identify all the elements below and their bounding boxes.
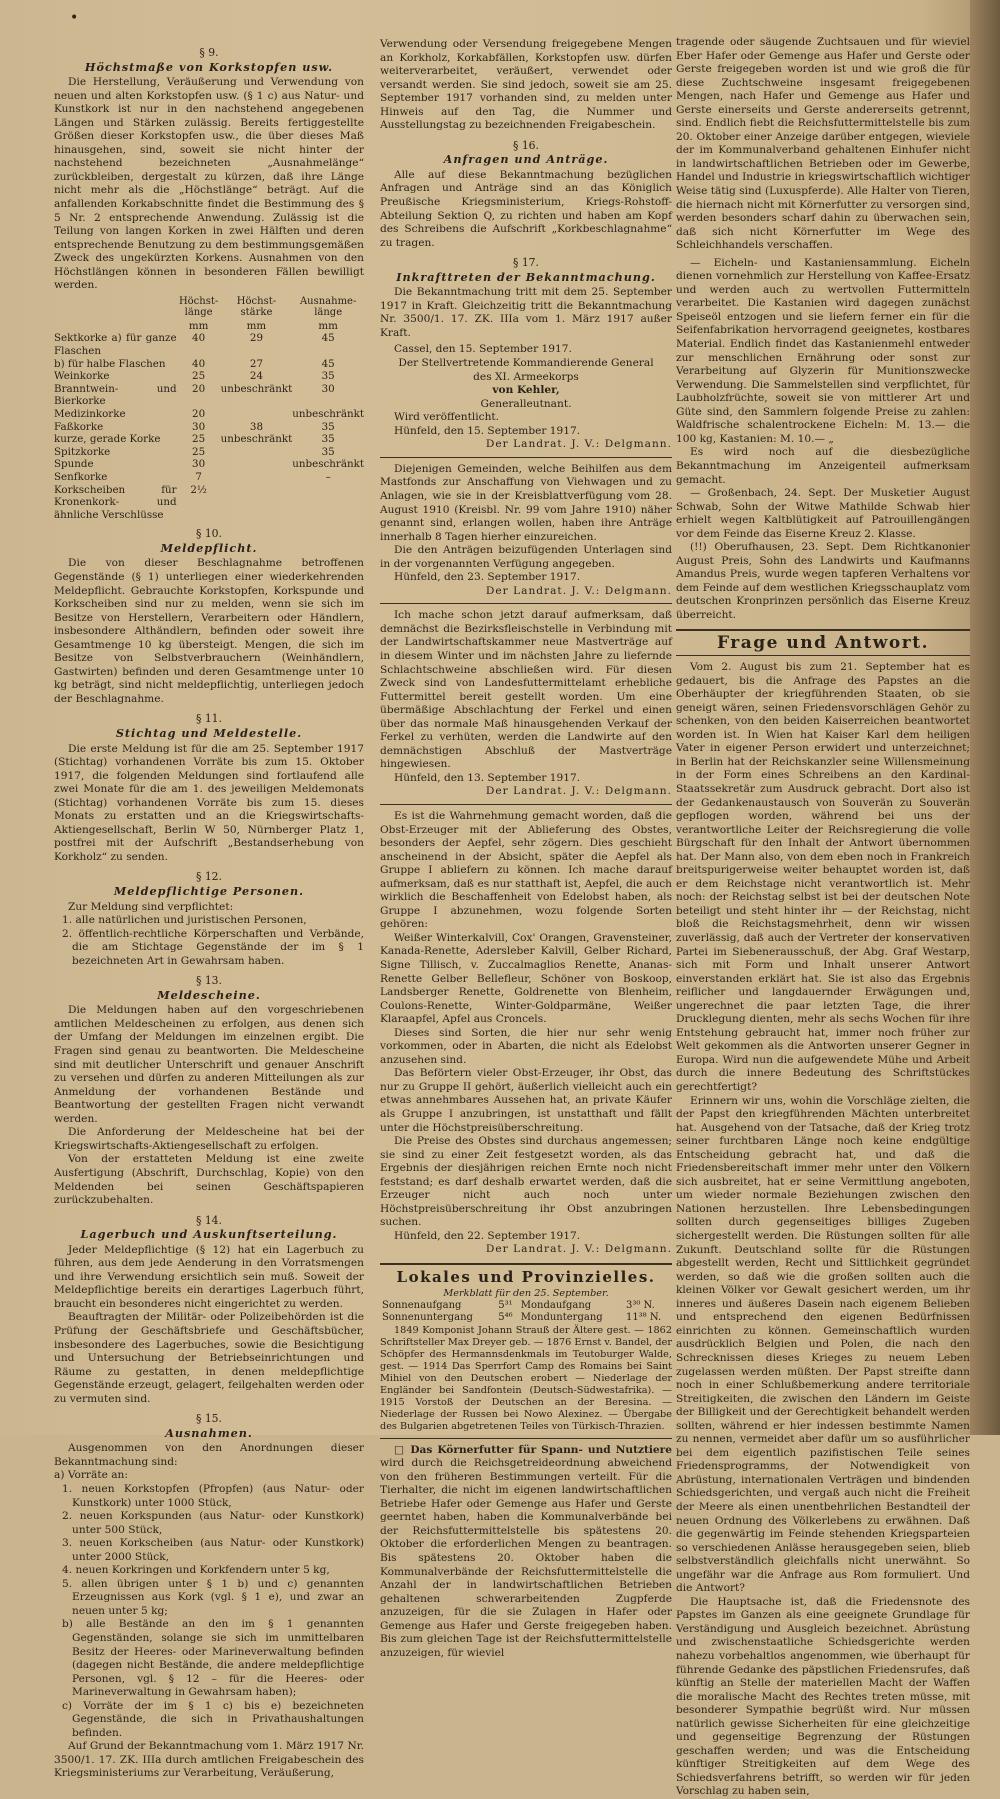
almanac-cell: 3³⁰ N. — [625, 1299, 655, 1311]
table-cell: 30 — [321, 382, 335, 395]
paragraph: Die Herstellung, Veräußerung und Verwendung von neuen und alten Korkstopfen usw. (§ 1 c) aus Natur- und Kunstkork ist nur in den nachstehend angegebenen Längen und Stärken zulässig. Bereits fertiggestellte Größen dieser Korkstopfen usw., die über dieses Maß hinausgehen, sind, soweit sie nicht hinter der nachstehend bezeichneten „Ausnahmelänge“ zurückbleiben, dergestalt zu kürzen, daß ihre Länge nicht mehr als die „Höchstlänge“ beträgt. Auf die anfallenden Korkabschnitte findet die Bestimmung des § 5 Nr. 2 entsprechende Anwendung. Zulässig ist die Teilung von langen Korken in zwei Hälften und deren entsprechende Benutzung zu dem bestimmungsgemäßen Zweck des ungekürzten Korkens. Ausnahmen von den Höchstlängen können in besonderen Fällen bewilligt werden. — [54, 76, 364, 292]
almanac-cell: 5⁴⁶ — [498, 1312, 513, 1324]
almanac-cell: Mondaufgang — [520, 1299, 592, 1311]
table-header: Höchst-stärke — [236, 295, 277, 319]
paragraph: Dieses sind Sorten, die hier nur sehr wenig vorkommen, oder in Abarten, die nicht als Edelobst anzusehen sind. — [380, 1026, 672, 1066]
place-date: Hünfeld, den 22. September 1917. — [394, 1229, 581, 1242]
table-cell: 20 — [192, 408, 206, 420]
table-cell — [221, 484, 293, 522]
table-row — [54, 408, 364, 421]
table-cell: Weinkorke — [54, 370, 110, 383]
paragraph: Die Bekanntmachung tritt mit dem 25. September 1917 in Kraft. Gleichzeitig tritt die Bekanntmachung Nr. 3500/1. 17. ZK. IIIa vom 1. März 1917 außer Kraft. — [380, 286, 672, 339]
table-row — [54, 370, 364, 383]
paragraph-body: wird durch die Reichsgetreideordnung abweichend von den früheren Bestimmungen verteilt. Für die Tierhalter, die nicht im eigenen landwirtschaftlichen Betriebe Hafer oder Gemenge aus Hafer und Gerste geerntet haben, haben die Kommunalverbände bei der Reichsfuttermittelstelle bis spätestens 20. Oktober die erforderlichen Mengen zu beantragen. Bis spätestens 20. Oktober haben die Kommunalverbände der Reichsfuttermittelstelle die Anzahl der in landwirtschaftlichen Betrieben gehaltenen schwerarbeitenden Zugpferde anzuzeigen, für die sie Zulagen in Hafer oder Gemenge aus Hafer und Gerste freigegeben haben. Bis zum gleichen Tage ist der Reichsfuttermittelstelle anzuzeigen, für wieviel — [380, 1457, 672, 1659]
list-item: 2. neuen Korkspunden (aus Natur- oder Kunstkork) unter 500 Stück, — [62, 1510, 364, 1536]
paragraph: — Großenbach, 24. Sept. Der Musketier August Schwab, Sohn der Witwe Mathilde Schwab hier erhielt wegen Kaltblütigkeit auf Patrouillengängen vor dem Feinde das Eiserne Kreuz 2. Klasse. — [676, 487, 970, 540]
table-cell: 25 — [192, 445, 206, 458]
table-cell: unbeschränkt — [292, 408, 364, 420]
table-cell: unbeschränkt — [220, 433, 293, 446]
table-cell: 35 — [321, 433, 335, 446]
divider — [380, 1263, 672, 1265]
paragraph: Verwendung oder Versendung freigegebene Mengen an Korkholz, Korkabfällen, Korkstopfen usw. dürfen weiterverarbeitet, veräußert, verwendet oder versandt werden. Sie sind jedoch, soweit sie am 25. September 1917 vorhanden sind, zu melden unter Hinweis auf den Tag, die Nummer und Ausstellungstag zu bezeichnenden Freigabeschein. — [380, 38, 672, 132]
signature: Der Landrat. J. V.: Delgmann. — [485, 584, 672, 597]
history-notes: 1849 Komponist Johann Strauß der Ältere gest. — 1862 Schriftsteller Max Dreyer geb. — 1876 Ernst v. Bandel, der Schöpfer des Hermannsdenkmals im Teutoburger Walde, gest. — 1914 Das Sperrfort Camp des Romains bei Saint Mihiel von den Deutschen erobert — Niederlage der Engländer bei Sandfontein (Deutsch-Südwestafrika). — 1915 Vorstoß der Deutschen an der Beresina. — Niederlage der Russen bei Nowo Alexinez. — Übergabe des Bulgarien abgetretenen Teiles von Türkisch-Thrazien. — [380, 1324, 672, 1432]
table-cell: 40 — [192, 332, 206, 345]
section-number: § 10. — [195, 527, 222, 541]
table-cell: Senfkorke — [54, 470, 108, 483]
table-cell: 27 — [249, 357, 263, 370]
paragraph: Wird veröffentlicht. — [394, 411, 500, 424]
place-date: Hünfeld, den 15. September 1917. — [394, 424, 581, 437]
paragraph-lead: □ Das Körnerfutter für Spann- und Nutztiere — [394, 1443, 672, 1456]
section-number: § 12. — [195, 870, 222, 884]
paragraph: Ausgenommen von den Anordnungen dieser Bekanntmachung sind: — [54, 1442, 364, 1468]
almanac-cell: 5³¹ — [498, 1299, 513, 1311]
divider — [676, 655, 970, 656]
column-2 — [380, 38, 672, 1660]
signature: Der Landrat. J. V.: Delgmann. — [485, 785, 672, 798]
paragraph: Alle auf diese Bekanntmachung bezüglichen Anfragen und Anträge sind an das Königlich Preußische Kriegsministerium, Kriegs-Rohstoff-Abteilung Sektion Q, zu richten und haben am Kopf des Schreibens die Aufschrift „Korkbeschlagnahme“ zu tragen. — [380, 168, 672, 249]
table-row — [54, 471, 364, 484]
table-row — [54, 421, 364, 434]
table-cell: 40 — [192, 357, 206, 370]
section-title: Lokales und Provinzielles. — [396, 1268, 656, 1287]
cork-size-table — [54, 295, 364, 522]
paragraph: Vom 2. August bis zum 21. September hat es gedauert, bis die Anfrage des Papstes an die Oberhäupter der kriegführenden Staaten, ob sie geneigt wären, seinen Friedensvorschlägen Gehör zu schenken, von den beiden Kaiserreichen beantwortet worden ist. In Wien hat Kaiser Karl dem heiligen Vater in eigener Person erwidert und unterzeichnet; in Berlin hat der Reichskanzler seine Willensmeinung in der Form eines Schreibens an den Kardinal-Staatssekretär zum Ausdruck gebracht. Dort also ist der Gedankenaustausch von Souverän zu Souverän gepflogen worden, während bei uns der verantwortliche Leiter der Reichsregierung die volle Bürgschaft für den Inhalt der Antwort übernommen hat. Der Mann also, von dem eben noch in Frankreich breitspurigerweise weiter behauptet worden ist, daß er dem Reichstage nicht verantwortlich ist. Mehr noch: der Reichstag selbst ist bei der deutschen Note beteiligt und steht hinter ihr — der Reichstag, nicht bloß die Reichstagsmehrheit, denn wir wissen zuverlässig, daß auch der Vertreter der konservativen Partei im Siebenerausschuß, der Abg. Graf Westarp, sich mit Form und Inhalt unserer Antwort einverstanden erklärt hat. Sie ist also das Ergebnis reiflicher und langdauernder Erwägungen und, ungerechnet die paar letzten Tage, die ihrer Drucklegung dienten, mehr als sechs Wochen für ihre Entstehung gebraucht hat, immer noch früher zur Welt gekommen als die Antworten unserer Gegner in Europa. Wird nun die aufgewendete Mühe und Arbeit durch die innere Bedeutung des Schriftstückes gerechtfertigt? — [676, 661, 970, 1094]
list-item: a) Vorräte an: — [54, 1469, 128, 1482]
table-cell — [221, 471, 293, 484]
table-cell: 25 — [192, 433, 206, 446]
paragraph: Die Anforderung der Meldescheine hat bei der Kriegswirtschafts-Aktiengesellschaft zu erfolgen. — [54, 1126, 364, 1152]
section-title: Frage und Antwort. — [717, 632, 929, 653]
almanac-cell: Sonnenuntergang — [382, 1312, 473, 1324]
section-heading: Meldescheine. — [157, 987, 261, 1002]
table-cell: 29 — [249, 332, 263, 345]
paragraph: Von der erstatteten Meldung ist eine zweite Ausfertigung (Abschrift, Durchschlag, Kopie) von den Meldenden bei seinen Geschäftspapieren zurückzubehalten. — [54, 1153, 364, 1207]
place-date: Hünfeld, den 23. September 1917. — [394, 571, 581, 584]
table-header: Höchst-länge — [178, 295, 219, 319]
table-cell: 30 — [192, 458, 206, 471]
table-cell — [221, 458, 293, 471]
divider — [380, 457, 672, 458]
signature: Der Landrat. J. V.: Delgmann. — [485, 438, 672, 451]
table-cell — [221, 408, 293, 421]
section-number: § 13. — [195, 974, 222, 988]
section-number: § 14. — [195, 1213, 222, 1227]
table-row — [54, 484, 364, 522]
section-number: § 15. — [195, 1412, 222, 1426]
list-item: 2. öffentlich-rechtliche Körperschaften und Verbände, die am Stichtage Gegenstände der im § 1 bezeichneten Art in Gewahrsam haben. — [62, 927, 364, 967]
table-unit: mm — [318, 319, 338, 332]
divider — [380, 603, 672, 604]
table-cell: 38 — [249, 420, 263, 433]
paragraph: Die den Anträgen beizufügenden Unterlagen sind in der vorgenannten Verfügung angegeben. — [380, 544, 672, 570]
table-header: Ausnahme-länge — [299, 295, 357, 319]
paragraph: Jeder Meldepflichtige (§ 12) hat ein Lagerbuch zu führen, aus dem jede Aenderung in den Vorratsmengen und ihre Verwendung ersichtlich sein muß. Soweit der Meldepflichtige bereits ein derartiges Lagerbuch führt, braucht ein besonderes nicht eingerichtet zu werden. — [54, 1243, 364, 1310]
section-number: § 9. — [199, 46, 219, 59]
table-cell: Korkscheiben für Kronenkork- und ähnliche Verschlüsse — [54, 483, 177, 521]
table-unit: mm — [188, 319, 209, 332]
paragraph: Es wird noch auf die diesbezügliche Bekanntmachung im Anzeigenteil aufmerksam gemacht. — [676, 446, 970, 486]
almanac-title: Merkblatt für den 25. September. — [443, 1287, 609, 1299]
table-cell — [221, 446, 293, 459]
table-cell: – — [325, 470, 331, 483]
table-cell: unbeschränkt — [220, 382, 293, 395]
paragraph: Die Meldungen haben auf den vorgeschriebenen amtlichen Meldescheinen zu erfolgen, aus denen sich der Umfang der Meldungen im einzelnen ergibt. Die Fragen sind genau zu beantworten. Die Meldescheine sind mit deutlicher Unterschrift und genauer Anschrift zu versehen und dürfen zu anderen Mitteilungen als zur Anmeldung der vorhandenen Bestände und Beantwortung der gestellten Fragen nicht verwandt werden. — [54, 1004, 364, 1125]
divider — [676, 629, 970, 631]
section-heading: Stichtag und Meldestelle. — [115, 726, 303, 740]
place-date: Hünfeld, den 13. September 1917. — [394, 771, 581, 784]
paragraph: — Eicheln- und Kastaniensammlung. Eicheln dienen vornehmlich zur Herstellung von Kaffee-Ersatz und werden auch zu wertvollen Futtermitteln verarbeitet. Die Kastanien wird dagegen zunächst Speiseöl entzogen und sie liefern ferner ein für die Seifenfabrikation hervorragend geeignetes, kostbares Material. Endlich findet das Kastanienmehl entweder zur menschlichen Ernährung oder sonst zur Verarbeitung auf Glyzerin für Munitionszwecke Verwendung. Die Sammelstellen sind verpflichtet, für Laubholzfrüchte, soweit sie von mittlerer Art und Güte sind, den Sammlern folgende Preise zu zahlen: Waldfrische schalentrockene Eicheln: M. 13.— die 100 kg, Kastanien: M. 10.— „ — [676, 256, 970, 445]
paragraph: Ich mache schon jetzt darauf aufmerksam, daß demnächst die Bezirksfleischstelle in Verbindung mit der Landwirtschaftskammer neue Mastverträge auf in diesem Winter und im nächsten Jahre zu liefernde Schlachtschweine abschließen wird. Für diesen Zweck sind von Landesfuttermittelamt erhebliche Futtermittel bereit gestellt worden. Um eine übermäßige Abschlachtung der Ferkel und einen über das normale Maß hinausgehenden Verkauf der Ferkel zu verhüten, werden die Landwirte auf den demnächstigen Abschluß der Mastverträge hingewiesen. — [380, 609, 672, 771]
signatory-title: Generalleutnant. — [480, 397, 572, 410]
paragraph: tragende oder säugende Zuchtsauen und für wieviel Eber Hafer oder Gemenge aus Hafer und Gerste oder Gerste freigegeben worden ist und wie groß die für diese Zuchtschweine insgesamt freigegebenen Mengen, nach Hafer und Gemenge aus Hafer und Gerste einerseits und Gerste andererseits getrennt, sind. Endlich fiebt die Reichsfuttermittelstelle bis zum 20. Oktober einer Anzeige darüber entgegen, wieviele der im Kommunalverband gehaltenen Einhufer nicht in landwirtschaftlichen Betrieben oder im Gewerbe, Handel und Industrie in kriegswirtschaftlich wichtiger Weise tätig sind (Luxuspferde). Alle Halter von Tieren, die hiernach nicht mit Körnerfutter zu versorgen sind, werden besonders scharf dahin zu überwachen sein, daß sich nicht Körnerfutter im Wege des Schleichhandels verschaffen. — [676, 36, 970, 252]
column-3 — [676, 36, 970, 1799]
table-cell: Branntwein- und Bierkorke — [54, 382, 177, 408]
paragraph: Weißer Winterkalvill, Cox' Orangen, Gravensteiner, Kanada-Renette, Adersleber Kalvill, Gelber Richard, Signe Tillisch, v. Zuccalmaglios Renette, Ananas-Renette Gelber Bellefleur, Schöner von Boskoop, Landsberger Renette, Goldrenette von Blenheim, Coulons-Renette, Winter-Goldparmäne, Weißer Klaraapfel, Apfel aus Croncels. — [380, 931, 672, 1026]
table-cell: 20 — [192, 382, 206, 395]
table-unit: mm — [246, 319, 267, 332]
paragraph: Zur Meldung sind verpflichtet: — [68, 900, 234, 913]
divider — [380, 1438, 672, 1439]
table-cell: 25 — [192, 370, 206, 383]
list-item: 1. alle natürlichen und juristischen Personen, — [62, 914, 307, 927]
table-row — [54, 458, 364, 471]
almanac-cell: 11³⁸ N. — [625, 1312, 662, 1324]
authority: Der Stellvertretende Kommandierende General — [398, 357, 654, 370]
table-cell: Spunde — [54, 458, 94, 471]
paragraph: Die erste Meldung ist für die am 25. September 1917 (Stichtag) vorhandenen Vorräte bis zum 15. Oktober 1917, die folgenden Meldungen sind fortlaufend alle zwei Monate für die am 1. des jeweiligen Meldemonats (Stichtag) vorhandenen Vorräte bis zum 15. dieses Monats zu erstatten und an die Kriegswirtschafts-Aktiengesellschaft, Berlin W 50, Nürnberger Platz 1, postfrei mit der Aufschrift „Bestandserhebung von Korkholz“ zu senden. — [54, 742, 364, 863]
paragraph: Die Preise des Obstes sind durchaus angemessen; sie sind zu einer Zeit festgesetzt worden, als das Ergebnis der diesjährigen reichen Ernte noch nicht feststand; es darf deshalb erwartet werden, daß die Erzeuger nicht auch noch unter Höchstpreisüberschreitung ihr Obst anzubringen suchen. — [380, 1135, 672, 1229]
place-date: Cassel, den 15. September 1917. — [394, 343, 572, 356]
table-cell: unbeschränkt — [292, 458, 364, 471]
section-number: § 16. — [512, 138, 539, 152]
table-cell: 45 — [321, 357, 335, 370]
table-cell: 45 — [321, 332, 335, 345]
table-cell: Faßkorke — [54, 420, 104, 433]
table-cell: 35 — [321, 420, 335, 433]
paragraph: Die Hauptsache ist, daß die Friedensnote des Papstes im Ganzen als eine geeignete Grundlage für Verständigung und Ausgleich bezeichnet. Abrüstung und zwischenstaatliche Schiedsgerichte werden nahezu vorbehaltlos angenommen, wie überhaupt für führende Gedanke des päpstlichen Friedensrufes, daß künftig an Stelle der materiellen Macht der Waffen die moralische Macht des Rechtes treten müsse, mit besonderer Sympathie begrüßt wird. Nur müssen natürlich gewisse Sicherheiten für eine gleichzeitige und gegenseitige Begrenzung der Rüstungen geschaffen werden; und was die Entscheidung künftiger Streitigkeiten auf dem Wege des Schiedsverfahrens betrifft, so werden wir für jeden Vorschlag zu haben sein, — [676, 1595, 970, 1798]
section-heading: Meldepflichtige Personen. — [113, 884, 305, 899]
table-cell: 7 — [195, 470, 202, 483]
table-cell: b) für halbe Flaschen — [54, 357, 166, 370]
list-item: 1. neuen Korkstopfen (Pfropfen) (aus Natur- oder Kunstkork) unter 1000 Stück, — [62, 1482, 364, 1509]
authority: des XI. Armeekorps — [473, 370, 579, 383]
paragraph: Diejenigen Gemeinden, welche Beihilfen aus dem Mastfonds zur Anschaffung von Viehwagen und zu Anlagen, wie sie in der Kreisblattverfügung vom 28. August 1910 (Kreisbl. Nr. 99 vom Jahre 1910) näher genannt sind, erlangen wollen, haben ihre Anträge innerhalb 8 Tagen hierher einzureichen. — [380, 462, 672, 543]
list-item: c) Vorräte der im § 1 c) bis e) bezeichneten Gegenstände, die sich in Privathaushaltungen befinden. — [62, 1699, 364, 1739]
table-cell: 35 — [321, 370, 335, 383]
list-item: 5. allen übrigen unter § 1 b) und c) genannten Erzeugnissen aus Kork (vgl. § 1 e), und zwar an neuen unter 5 kg; — [62, 1577, 364, 1617]
table-cell: Medizinkorke — [54, 408, 126, 420]
column-1 — [54, 40, 364, 1781]
page-edge — [970, 0, 1000, 1435]
section-number: § 17. — [512, 256, 539, 270]
section-number: § 11. — [195, 712, 222, 726]
section-heading: Höchstmaße von Korkstopfen usw. — [84, 59, 334, 74]
table-cell: 24 — [249, 370, 263, 383]
section-heading: Meldepflicht. — [160, 540, 258, 555]
table-cell: 35 — [321, 445, 335, 458]
table-cell: Spitzkorke — [54, 445, 111, 458]
table-cell — [292, 484, 364, 522]
table-row — [54, 433, 364, 446]
list-item: 4. neuen Korkringen und Korkfendern unter 5 kg, — [62, 1564, 330, 1577]
section-heading: Inkrafttreten der Bekanntmachung. — [396, 269, 656, 284]
table-row — [54, 383, 364, 408]
almanac-cell: Monduntergang — [520, 1312, 603, 1324]
section-heading: Anfragen und Anträge. — [443, 152, 609, 167]
section-heading: Ausnahmen. — [165, 1425, 253, 1440]
paragraph: Das Beförtern vieler Obst-Erzeuger, ihr Obst, das nur zu Gruppe II gehört, äußerlich vielleicht auch ein etwas annehmbares Aussehen hat, an private Käufer als Gruppe I anzubringen, ist unstatthaft und fällt unter die Höchstpreisüberschreitung. — [380, 1067, 672, 1134]
section-heading: Lagerbuch und Auskunftserteilung. — [80, 1227, 338, 1242]
table-row — [54, 332, 364, 357]
list-item: b) alle Bestände an den im § 1 genannten Gegenständen, solange sie sich im unmittelbaren Besitz der Heeres- oder Marineverwaltung befinden (dagegen nicht Bestände, die andere meldepflichtige Personen, vgl. § 12 – für die Heeres- oder Marineverwaltung in Gewahrsam haben); — [62, 1618, 364, 1699]
bullet-icon: • — [70, 10, 79, 26]
paragraph: Erinnern wir uns, wohin die Vorschläge zielten, die der Papst den kriegführenden Mächten unterbreitet hat. Ausgehend von der Tatsache, daß der Krieg trotz seiner furchtbaren Länge noch keine endgültige Entscheidung gebracht hat, und daß die Friedensbereitschaft immer mehr unter den Völkern sich ausbreitet, hat er seine Vermittlung angeboten, um wieder normale Beziehungen zwischen den Nationen herzustellen. Ihre Lebensbedingungen sollten durch gegenseitiges billiges Zugeben sichergestellt werden. Die Rüstungen sollten für alle Zukunft. Deutschland sollte für die Rüstungen abgestellt werden, Recht und Sittlichkeit gegründet werden, so daß wie die großen sollten auch die kleinen Völker vor Gewalt gesichert werden, um ihr inneres und äußeres Dasein nach eigenem Belieben und entsprechend den eigenen Bedürfnissen einrichten zu können. Gemeinschaftlich wurden ausdrücklich Belgien und Polen, die nach den Schrecknissen dieses Krieges zu neuem Leben zugelassen werden müßten. Der Papst streifte dann noch in einer Schlußbemerkung andere territoriale Streitigkeiten, die zwischen den Ländern im Geiste der Billigkeit und der Gerechtigkeit behandelt werden sollten, während er hier indessen bestimmte Namen zu nennen, vermeidet aber dafür um so ausführlicher bei dem eigentlich pazifistischen Teile seines Friedensprogramms, der Notwendigkeit von Abrüstung, internationalen Verträgen und bindenden Schiedsgerichten, und vergaß auch nicht die Freiheit der Meere als einen unentbehrlichen Bestandteil der neuen Ordnung des Völkerlebens zu erwähnen. Daß die gegenwärtig im Feinde stehenden Kriegsparteien so verschiedenen Anlässe herausgegeben seien, blieb selbstverständlich gleichfalls nicht unerwähnt. So ungefähr war die Anfrage aus Rom formuliert. Und die Antwort? — [676, 1094, 970, 1595]
paragraph: Beauftragten der Militär- oder Polizeibehörden ist die Prüfung der Geschäftsbriefe und Geschäftsbücher, insbesondere des Lagerbuches, sowie die Besichtigung und Untersuchung der Betriebseinrichtungen und Räume zu gestatten, in denen meldepflichtige Gegenstände erzeugt, gelagert, feilgehalten werden oder zu vermuten sind. — [54, 1311, 364, 1405]
list-item: 3. neuen Korkscheiben (aus Natur- oder Kunstkork) unter 2000 Stück, — [62, 1537, 364, 1563]
table-row — [54, 446, 364, 459]
table-cell: 2½ — [190, 483, 207, 496]
paragraph: Auf Grund der Bekanntmachung vom 1. März 1917 Nr. 3500/1. 17. ZK. IIIa durch amtlichen Freigabeschein des Kriegsministeriums zur Verarbeitung, Veräußerung, — [54, 1740, 364, 1780]
paragraph: (!!) Oberufhausen, 23. Sept. Dem Richtkanonier August Preis, Sohn des Landwirts und Kaufmanns Amandus Preis, wurde wegen tapferen Verhaltens vor dem Feinde auf dem westlichen Kriegsschauplatz vom deutschen Kronprinzen persönlich das Eiserne Kreuz überreicht. — [676, 541, 970, 621]
table-row — [54, 358, 364, 371]
almanac-cell: Sonnenaufgang — [382, 1299, 462, 1311]
divider — [380, 804, 672, 805]
sun-moon-table — [380, 1300, 672, 1325]
signatory: von Kehler, — [492, 384, 560, 397]
paragraph — [380, 1444, 672, 1661]
table-cell: Sektkorke a) für ganze Flaschen — [54, 332, 177, 358]
table-cell: 30 — [192, 420, 206, 433]
paragraph: Die von dieser Beschlagnahme betroffenen Gegenstände (§ 1) unterliegen einer wiederkehrenden Meldepflicht. Gebrauchte Korkstopfen, Korkspunde und Korkscheiben sind nur zu melden, wenn sie sich im Besitze von Herstellern, Verarbeitern oder Händlern, insbesondere Althändlern, befinden oder soweit ihre Gesamtmenge 10 kg übersteigt. Mengen, die sich im Besitze von Selbstverbrauchern (Weinhändlern, Gastwirten) befinden und deren Gesamtmenge unter 10 kg beträgt, sind nicht meldepflichtig, unterliegen jedoch der Beschlagnahme. — [54, 557, 364, 705]
signature: Der Landrat. J. V.: Delgmann. — [485, 1243, 672, 1256]
paragraph: Es ist die Wahrnehmung gemacht worden, daß die Obst-Erzeuger mit der Ablieferung des Obstes, besonders der Aepfel, sehr zögern. Dies geschieht anscheinend in der Absicht, später die Aepfel als Gruppe I abliefern zu können. Ich mache darauf aufmerksam, daß es nur statthaft ist, Aepfel, die auch wirklich die Beschaffenheit von Edelobst haben, als Gruppe I abzunehmen, wozu folgende Sorten gehören: — [380, 809, 672, 931]
table-cell: kurze, gerade Korke — [54, 433, 161, 446]
